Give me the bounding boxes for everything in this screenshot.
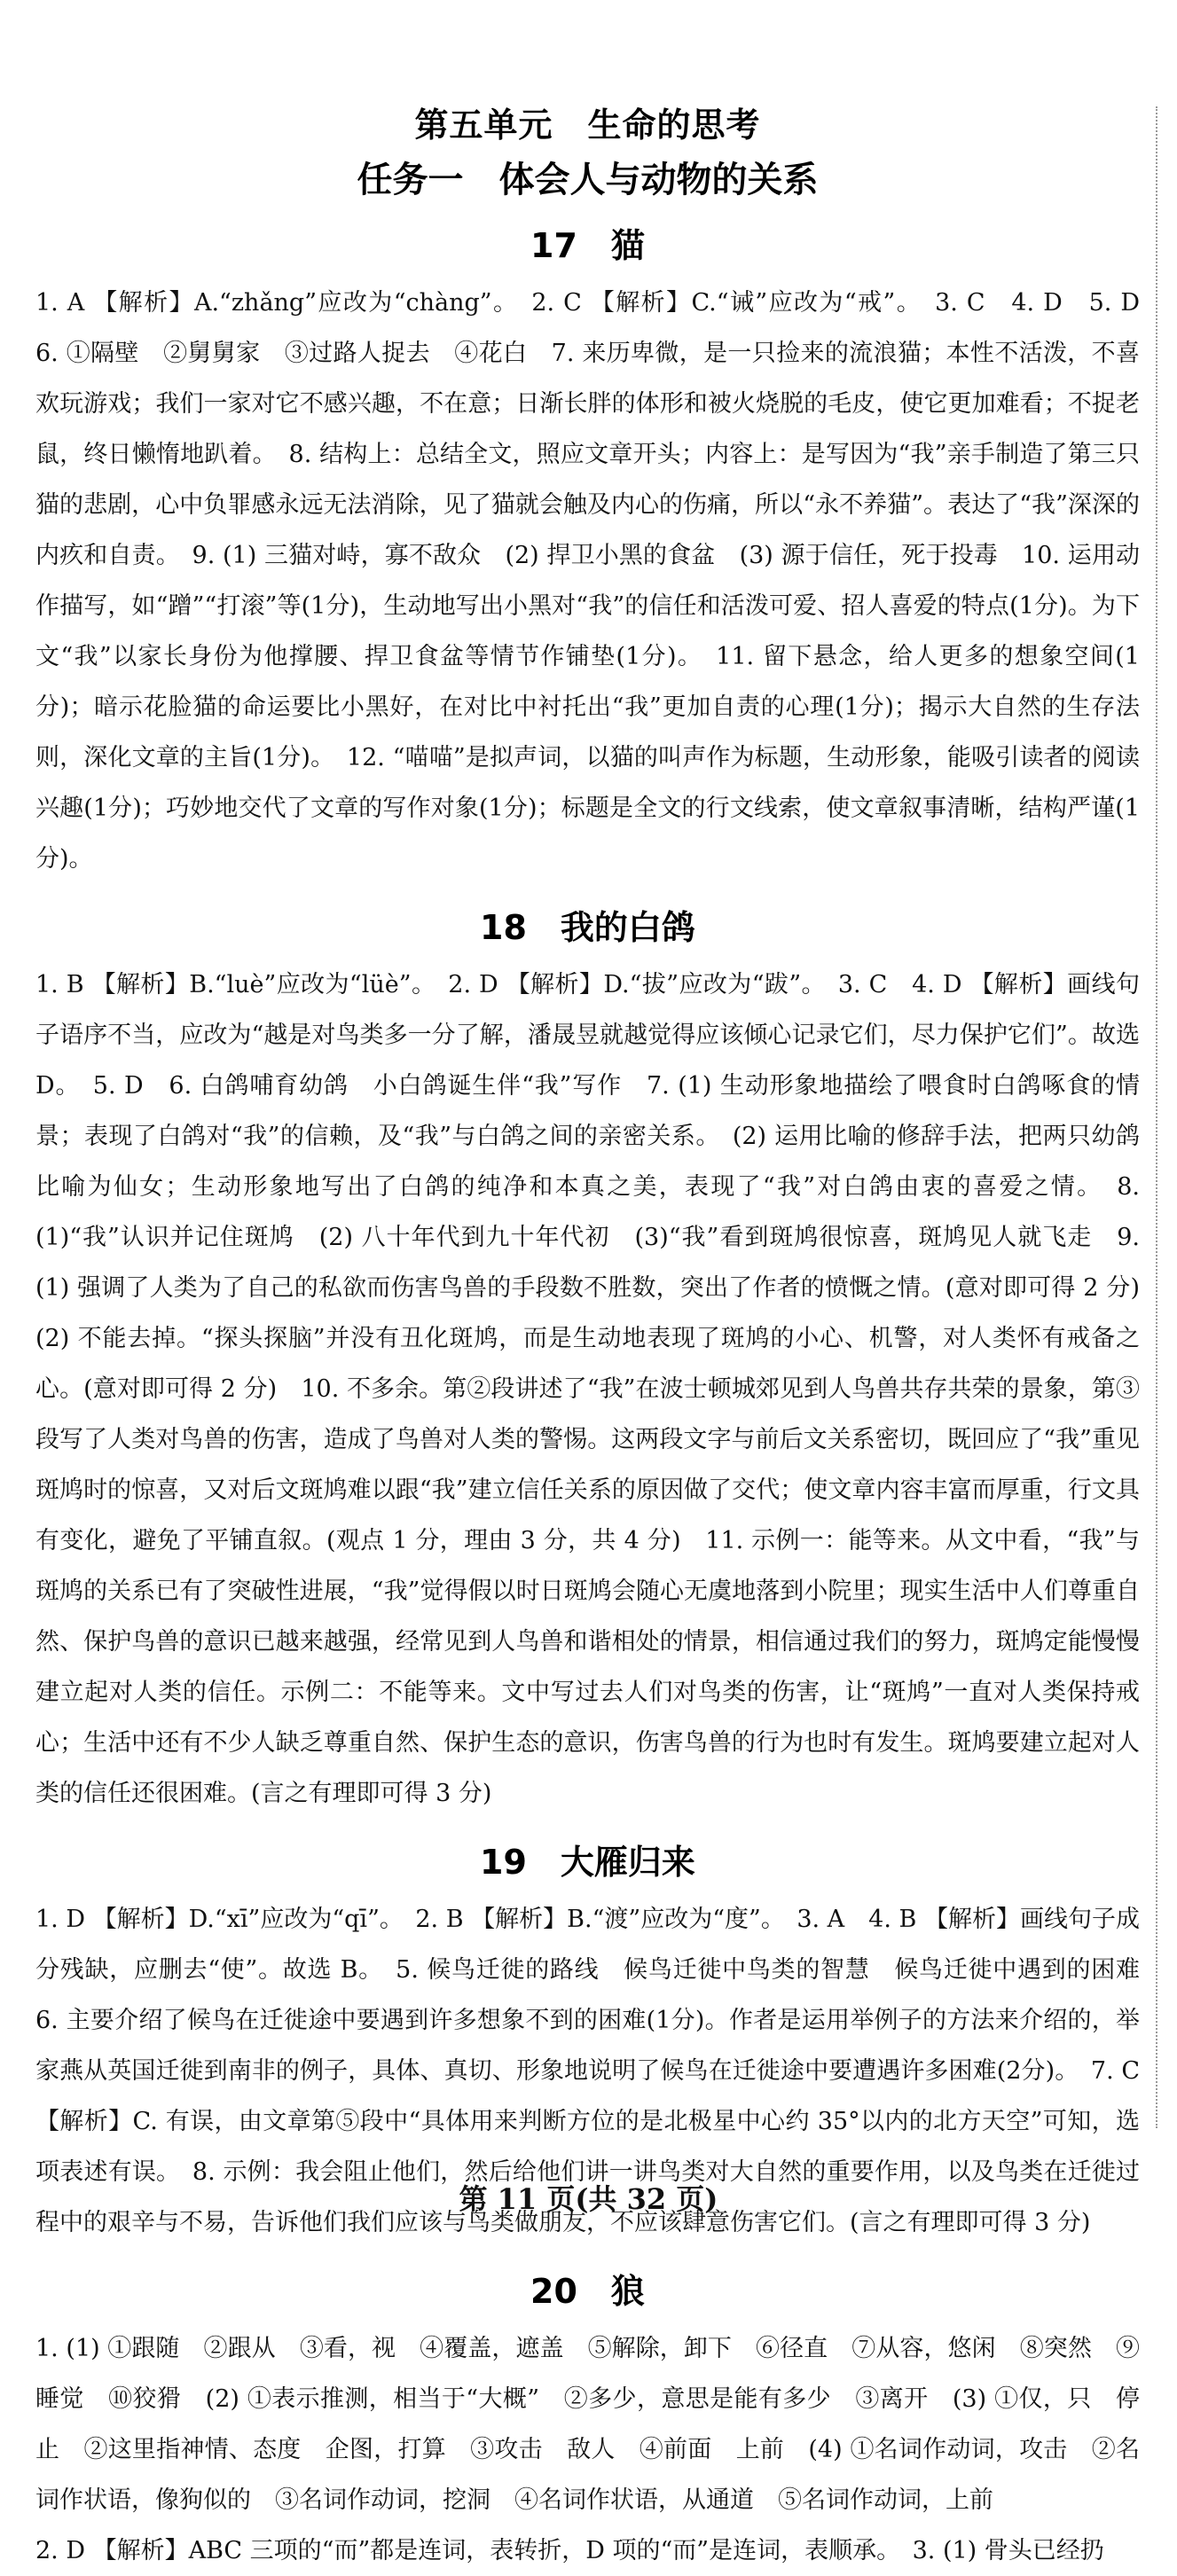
task-title: 任务一 体会人与动物的关系: [357, 160, 819, 200]
lesson-17-title: 17 猫: [530, 226, 645, 265]
page-edge-line: [1154, 106, 1157, 2128]
lesson-17-answers: 1. A 【解析】A.“zhǎng”应改为“chàng”。 2. C 【解析】C.“诫”应改为“戒”。 3. C 4. D 5. D 6. ①隔壁 ②舅舅家 ③过路人捉去 ④花白 7. 来历卑微，是一只捡来的流浪猫；本性不活泼，不喜欢玩游戏；我们一家对它不感兴趣，不在意；日渐长胖的体形和被火烧脱的毛皮，使它更加难看；不捉老鼠，终日懒惰地趴着。 8. 结构上：总结全文，照应文章开头；内容上：是写因为“我”亲手制造了第三只猫的悲剧，心中负罪感永远无法消除，见了猫就会触及内心的伤痛，所以“永不养猫”。表达了“我”深深的内疚和自责。 9. (1) 三猫对峙，寡不敌众 (2) 捍卫小黑的食盆 (3) 源于信任，死于投毒 10. 运用动作描写，如“蹭”“打滚”等(1分)，生动地写出小黑对“我”的信任和活泼可爱、招人喜爱的特点(1分)。为下文“我”以家长身份为他撑腰、捍卫食盆等情节作铺垫(1分)。 11. 留下悬念，给人更多的想象空间(1分)；暗示花脸猫的命运要比小黑好，在对比中衬托出“我”更加自责的心理(1分)；揭示大自然的生存法则，深化文章的主旨(1分)。 12. “喵喵”是拟声词，以猫的叫声作为标题，生动形象，能吸引读者的阅读兴趣(1分)；巧妙地交代了文章的写作对象(1分)；标题是全文的行文线索，使文章叙事清晰，结构严谨(1分)。: [35, 289, 1164, 873]
page-number-footer: 第 11 页(共 32 页): [459, 2182, 718, 2216]
lesson-17-section: [35, 218, 1164, 884]
lesson-18-title: 18 我的白鸽: [480, 908, 695, 947]
lesson-19-answers: 1. D 【解析】D.“xī”应改为“qī”。 2. B 【解析】B.“渡”应改为“度”。 3. A 4. B 【解析】画线句子成分残缺，应删去“使”。故选 B。 5. 候鸟迁徙的路线 候鸟迁徙中鸟类的智慧 候鸟迁徙中遇到的困难 6. 主要介绍了候鸟在迁徙途中要遇到许多想象不到的困难(1分)。作者是运用举例子的方法来介绍的，举家燕从英国迁徙到南非的例子，具体、真切、形象地说明了候鸟在迁徙途中要遭遇许多困难(2分)。 7. C 【解析】C. 有误，由文章第⑤段中“具体用来判断方位的是北极星中心约 35°以内的北方天空”可知，选项表述有误。 8. 示例：我会阻止他们，然后给他们讲一讲鸟类对大自然的重要作用，以及鸟类在迁徙过程中的艰辛与不易，告诉他们我们应该与鸟类做朋友，不应该肆意伤害它们。(言之有理即可得 3 分): [35, 1906, 1164, 2236]
lesson-20-section: [35, 2264, 1140, 2576]
lesson-18-section: [35, 900, 1164, 1819]
lesson-18-answers: 1. B 【解析】B.“luè”应改为“lüè”。 2. D 【解析】D.“拔”应改为“跋”。 3. C 4. D 【解析】画线句子语序不当，应改为“越是对鸟类多一分了解，潘晟昱就越觉得应该倾心记录它们，尽力保护它们”。故选 D。 5. D 6. 白鸽哺育幼鸽 小白鸽诞生伴“我”写作 7. (1) 生动形象地描绘了喂食时白鸽啄食的情景；表现了白鸽对“我”的信赖，及“我”与白鸽之间的亲密关系。 (2) 运用比喻的修辞手法，把两只幼鸽比喻为仙女；生动形象地写出了白鸽的纯净和本真之美，表现了“我”对白鸽由衷的喜爱之情。 8. (1)“我”认识并记住斑鸠 (2) 八十年代到九十年代初 (3)“我”看到斑鸠很惊喜，斑鸠见人就飞走 9. (1) 强调了人类为了自己的私欲而伤害鸟兽的手段数不胜数，突出了作者的愤慨之情。(意对即可得 2 分) (2) 不能去掉。“探头探脑”并没有丑化斑鸠，而是生动地表现了斑鸠的小心、机警，对人类怀有戒备之心。(意对即可得 2 分) 10. 不多余。第②段讲述了“我”在波士顿城郊见到人鸟兽共存共荣的景象，第③段写了人类对鸟兽的伤害，造成了鸟兽对人类的警惕。这两段文字与前后文关系密切，既回应了“我”重见斑鸠时的惊喜，又对后文斑鸠难以跟“我”建立信任关系的原因做了交代；使文章内容丰富而厚重，行文具有变化，避免了平铺直叙。(观点 1 分，理由 3 分，共 4 分) 11. 示例一：能等来。从文中看，“我”与斑鸠的关系已有了突破性进展，“我”觉得假以时日斑鸠会随心无虞地落到小院里；现实生活中人们尊重自然、保护鸟兽的意识已越来越强，经常见到人鸟兽和谐相处的情景，相信通过我们的努力，斑鸠定能慢慢建立起对人类的信任。示例二：不能等来。文中写过去人们对鸟类的伤害，让“斑鸠”一直对人类保持戒心；生活中还有不少人缺乏尊重自然、保护生态的意识，伤害鸟兽的行为也时有发生。斑鸠要建立起对人类的信任还很困难。(言之有理即可得 3 分): [35, 971, 1164, 1807]
lesson-19-title: 19 大雁归来: [480, 1843, 695, 1882]
lesson-20-answers: 1. (1) ①跟随 ②跟从 ③看，视 ④覆盖，遮盖 ⑤解除，卸下 ⑥径直 ⑦从容，悠闲 ⑧突然 ⑨睡觉 ⑩狡猾 (2) ①表示推测，相当于“大概” ②多少，意思是能有多少 ③离开 (3) ①仅，只 停止 ②这里指神情、态度 企图，打算 ③攻击 敌人 ④前面 上前 (4) ①名词作动词，攻击 ②名词作状语，像狗似的 ③名词作动词，挖洞 ④名词作状语，从通道 ⑤名词作动词，上前 2. D 【解析】ABC 三项的“而”都是连词，表转折，D 项的“而”是连词，表顺承。 3. (1) 骨头已经扔: [35, 2335, 1140, 2564]
lesson-20-title: 20 狼: [530, 2272, 645, 2311]
unit-title: 第五单元 生命的思考: [414, 106, 761, 145]
